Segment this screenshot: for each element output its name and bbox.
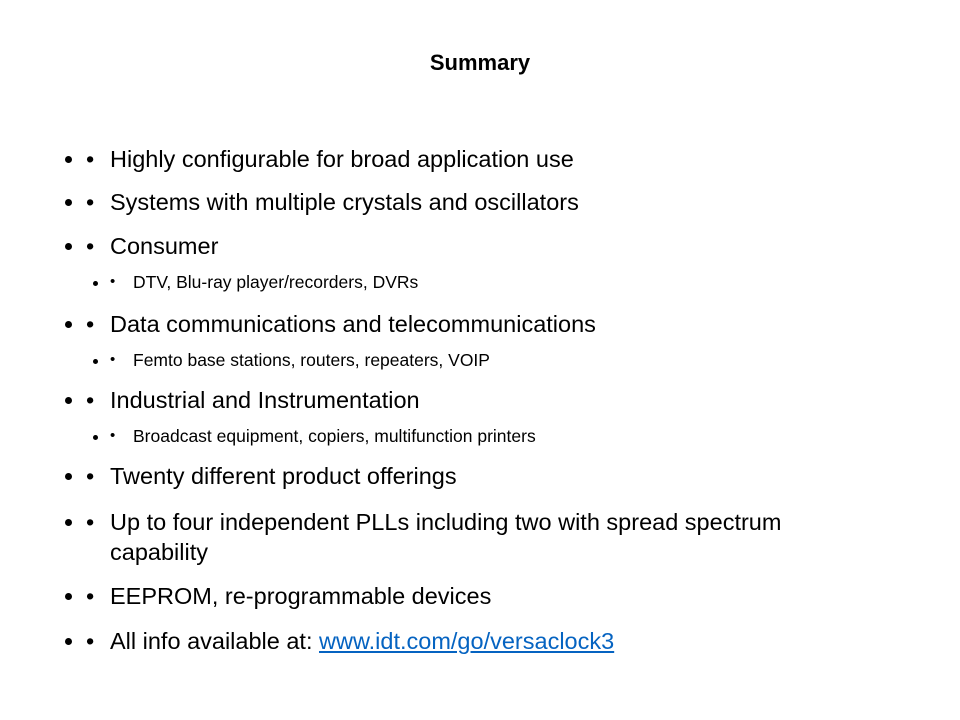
bullet-text: DTV, Blu-ray player/recorders, DVRs [133,272,419,292]
bullet-marker: • • [86,233,95,259]
bullet-marker: • • [86,509,95,535]
bullet-text: Broadcast equipment, copiers, multifunction printers [133,426,536,446]
bullet-marker: • • [86,311,95,337]
bullet-configurable [86,144,886,174]
bullet-text: Consumer [110,233,219,259]
bullet-text: Femto base stations, routers, repeaters, VOIP [133,350,490,370]
bullet-text: EEPROM, re-programmable devices [110,583,492,609]
bullet-consumer [86,231,886,261]
bullet-marker: • • [110,351,116,368]
info-label: All info available at: [110,628,320,654]
slide-title: Summary [429,50,531,75]
bullet-plls [86,507,876,567]
bullet-text: Up to four independent PLLs including two with spread spectrum capability [110,509,782,565]
bullet-marker: • • [86,583,95,609]
bullet-text: Highly configurable for broad application use [110,146,574,172]
sub-bullet-industrial-examples [110,423,870,449]
bullet-marker: • • [86,146,95,172]
bullet-product-offerings [86,461,886,491]
bullet-text: Twenty different product offerings [110,463,457,489]
bullet-eeprom [86,581,886,611]
bullet-marker: • • [86,387,95,413]
bullet-industrial [86,385,886,415]
sub-bullet-consumer-examples [110,269,870,295]
bullet-info-link [86,626,886,656]
bullet-text: Industrial and Instrumentation [110,387,420,413]
bullet-text: Data communications and telecommunications [110,311,596,337]
bullet-marker: • • [86,189,95,215]
bullet-marker: • • [86,628,95,654]
bullet-text: Systems with multiple crystals and oscillators [110,189,579,215]
sub-bullet-datacom-examples [110,347,870,373]
bullet-datacom-telecom [86,309,886,339]
bullet-marker: • • [110,273,116,290]
bullet-marker: • • [86,463,95,489]
bullet-text [110,626,886,656]
bullet-crystals-oscillators [86,187,886,217]
bullet-marker: • • [110,427,116,444]
versaclock3-link[interactable]: www.idt.com/go/versaclock3 [319,628,615,654]
